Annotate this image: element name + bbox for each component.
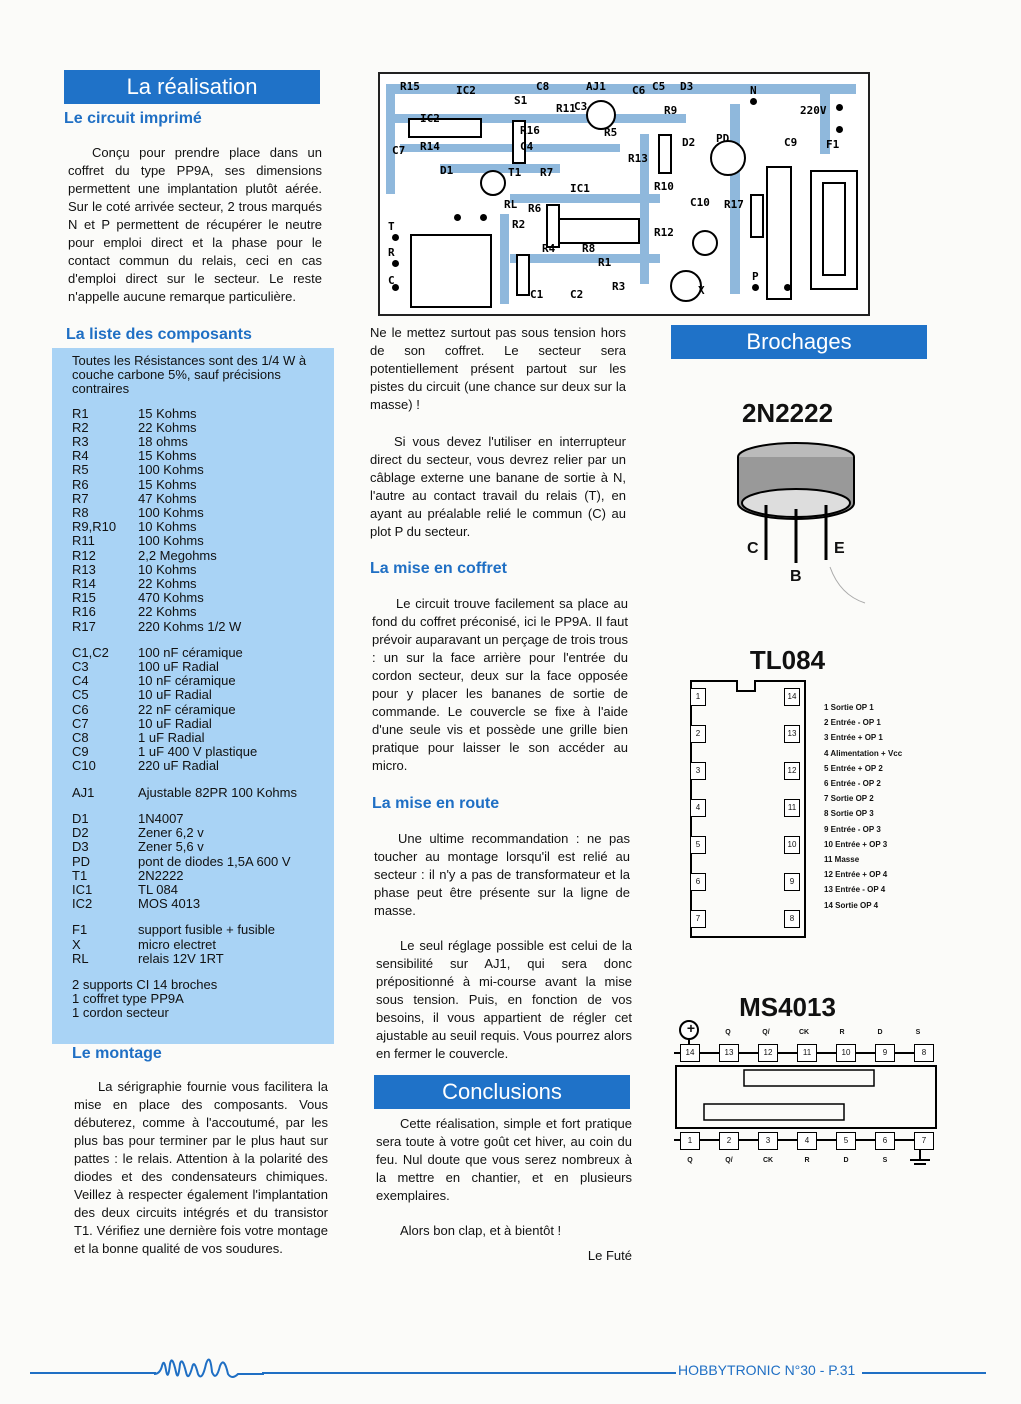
title-2n2222: 2N2222 — [741, 398, 834, 428]
component-value: 10 Kohms — [138, 561, 197, 577]
component-list — [52, 348, 334, 1044]
pcb-label: R16 — [520, 124, 540, 137]
component-ref: C4 — [72, 673, 89, 689]
component-value: 100 Kohms — [138, 505, 204, 521]
component-ref: D1 — [72, 810, 89, 826]
tl084-pin: 7 — [690, 910, 706, 928]
pcb-label: R3 — [612, 280, 626, 293]
pcb-label: R — [388, 246, 395, 259]
component-ref: IC1 — [72, 881, 93, 897]
text-interrupteur: Si vous devez l'utiliser en interrupteur direct du secteur, vous devrez relier par un câblage externe une banane de sortie à N, l'autre au contact travail du relais (T), en ayant au préalable relié le commun (C) au plot P du secteur. — [370, 434, 626, 539]
component-ref: C8 — [72, 730, 89, 746]
tl084-pin-desc: 14 Sortie OP 4 — [824, 900, 879, 910]
pcb-label: R9 — [664, 104, 678, 117]
component-row — [72, 826, 322, 840]
heading-mise-en-coffret: La mise en coffret — [370, 560, 507, 577]
component-ref: R12 — [72, 547, 96, 563]
component-ref: R13 — [72, 561, 96, 577]
ms4013-top-signal: CK — [798, 1029, 810, 1036]
component-ref: C7 — [72, 715, 89, 731]
component-ref: IC2 — [72, 896, 93, 912]
tl084-pin: 9 — [784, 873, 800, 891]
pcb-label: C — [388, 274, 395, 287]
component-ref: R6 — [72, 476, 89, 492]
ms4013-pin: 14 — [680, 1044, 700, 1062]
component-value: relais 12V 1RT — [138, 950, 224, 966]
component-value: 100 Kohms — [138, 533, 204, 549]
section-banner-conclusions: Conclusions — [374, 1075, 630, 1109]
component-value: 470 Kohms — [138, 590, 204, 606]
tl084-pin: 11 — [784, 799, 800, 817]
component-ref: C5 — [72, 687, 89, 703]
ms4013-bottom-signal: S — [882, 1157, 888, 1164]
pcb-label: T — [388, 220, 395, 233]
tl084-pin-desc: 8 Sortie OP 3 — [824, 809, 874, 819]
section-banner-realisation: La réalisation — [64, 70, 320, 104]
component-ref: C6 — [72, 701, 89, 717]
component-row — [72, 620, 322, 634]
pcb-label: P — [752, 270, 759, 283]
pcb-label: D3 — [680, 80, 694, 93]
component-value: TL 084 — [138, 881, 178, 897]
component-value: 100 nF céramique — [138, 644, 243, 660]
component-ref: R14 — [72, 576, 96, 592]
tl084-pin-desc: 6 Entrée - OP 2 — [824, 779, 881, 789]
component-ref: R2 — [72, 419, 89, 435]
tl084-pin-desc: 12 Entrée + OP 4 — [824, 870, 888, 880]
ms4013-pin: 7 — [914, 1132, 934, 1150]
pcb-label: C9 — [784, 136, 798, 149]
component-row — [72, 449, 322, 463]
component-ref: C10 — [72, 758, 96, 774]
component-row — [72, 883, 322, 897]
text-mise-en-route-2: Le seul réglage possible est celui de la sensibilité sur AJ1, qui sera donc prépositionné à mi-course avant la mise sous tension. Puis, en fonction de vos besoins, il vous appartient de régler cet ajustable au seuil requis. Vous pourrez alors en fermer le couvercle. — [376, 938, 632, 1061]
component-value: 10 nF céramique — [138, 673, 236, 689]
component-value: 100 Kohms — [138, 462, 204, 478]
component-value: MOS 4013 — [138, 896, 201, 912]
pcb-label: F1 — [826, 138, 840, 151]
component-ref: C3 — [72, 659, 89, 675]
tl084-pin: 14 — [784, 688, 800, 706]
pcb-label: C8 — [536, 80, 550, 93]
component-value: 10 uF Radial — [138, 715, 212, 731]
component-ref: PD — [72, 853, 91, 869]
component-row — [72, 703, 322, 717]
pin-c-label: C — [747, 540, 759, 557]
pcb-label: C7 — [392, 144, 406, 157]
tl084-pin-desc: 2 Entrée - OP 1 — [824, 718, 881, 728]
author: Le Futé — [587, 1248, 632, 1263]
component-list-intro: Toutes les Résistances sont des 1/4 W à couche carbone 5%, sauf précisions contraires — [72, 353, 307, 397]
tl084-pin: 5 — [690, 836, 706, 854]
component-row — [72, 840, 322, 854]
title-tl084: TL084 — [749, 645, 826, 675]
component-row — [72, 646, 322, 660]
component-row — [72, 549, 322, 563]
component-ref: R16 — [72, 604, 96, 620]
component-row — [72, 745, 322, 759]
ms4013-bottom-signal: R — [804, 1157, 810, 1164]
component-row — [72, 407, 322, 421]
component-ref: T1 — [72, 867, 88, 883]
page-footer — [0, 1362, 1021, 1382]
waveform-icon — [154, 1352, 264, 1388]
ms4013-pin: 4 — [797, 1132, 817, 1150]
pcb-label: R2 — [512, 218, 526, 231]
component-row — [72, 478, 322, 492]
component-row — [72, 688, 322, 702]
component-ref: R5 — [72, 462, 89, 478]
pin-b-label: B — [790, 568, 802, 585]
tl084-pin: 1 — [690, 688, 706, 706]
component-value: 220 Kohms 1/2 W — [138, 618, 242, 634]
component-row — [72, 786, 322, 800]
tl084-pin: 12 — [784, 762, 800, 780]
component-ref: R11 — [72, 533, 95, 549]
component-value: 15 Kohms — [138, 405, 197, 421]
ms4013-pin: 6 — [875, 1132, 895, 1150]
tl084-pin: 6 — [690, 873, 706, 891]
tl084-pin: 4 — [690, 799, 706, 817]
component-row — [72, 520, 322, 534]
pcb-label: R15 — [400, 80, 420, 93]
heading-mise-en-route: La mise en route — [372, 795, 500, 812]
component-value: 22 Kohms — [138, 419, 197, 435]
ms4013-top-signal: D — [877, 1029, 883, 1036]
component-ref: R15 — [72, 590, 96, 606]
pcb-label: C1 — [530, 288, 544, 301]
pcb-label: R10 — [654, 180, 674, 193]
component-value: 1N4007 — [138, 810, 184, 826]
tl084-pin: 13 — [784, 725, 800, 743]
transistor-2n2222-drawing — [720, 435, 880, 615]
ms4013-top-signal: R — [839, 1029, 845, 1036]
component-row — [72, 731, 322, 745]
pcb-label: S1 — [514, 94, 528, 107]
pcb-label: IC2 — [420, 112, 440, 125]
ms4013-top-signal: Q/ — [762, 1029, 770, 1036]
component-row — [72, 660, 322, 674]
component-ref: R3 — [72, 434, 89, 450]
ms4013-top-signal: Q — [725, 1029, 731, 1036]
component-row — [72, 534, 322, 548]
pcb-label: R17 — [724, 198, 744, 211]
pcb-label: R1 — [598, 256, 612, 269]
heading-montage: Le montage — [72, 1045, 162, 1062]
tl084-pin-desc: 1 Sortie OP 1 — [824, 703, 874, 712]
component-value: 2,2 Megohms — [138, 547, 217, 563]
component-row — [72, 812, 322, 826]
pcb-label: AJ1 — [586, 80, 606, 93]
component-value: 15 Kohms — [138, 448, 197, 464]
component-row — [72, 435, 322, 449]
component-row — [72, 674, 322, 688]
pcb-label: N — [750, 84, 757, 97]
ms4013-top-signal: S — [915, 1029, 921, 1036]
ms4013-bottom-signal: Q/ — [725, 1157, 733, 1164]
pcb-label: R5 — [604, 126, 618, 139]
text-conclusions: Cette réalisation, simple et fort pratique sera toute à votre goût cet hiver, au coin du feu. Nul doute que vous serez nombreux à la mettre en chantier, et en plusieurs exemplaires. — [376, 1116, 632, 1203]
component-row — [72, 492, 322, 506]
component-ref: R7 — [72, 490, 89, 506]
ms4013-pin: 8 — [914, 1044, 934, 1062]
ms4013-bottom-signal: D — [843, 1157, 849, 1164]
tl084-pin-list — [824, 700, 902, 913]
component-value: Zener 6,2 v — [138, 825, 204, 841]
vcc-plus-symbol: + — [686, 1020, 696, 1036]
pcb-layout-diagram — [378, 72, 870, 316]
pcb-label: R4 — [542, 242, 556, 255]
tl084-pin-desc: 7 Sortie OP 2 — [824, 794, 874, 804]
component-row — [72, 897, 322, 911]
pcb-label: R13 — [628, 152, 648, 165]
pcb-label: R12 — [654, 226, 674, 239]
extra-item: 1 cordon secteur — [72, 1005, 169, 1021]
pcb-label: C3 — [574, 100, 588, 113]
ms4013-pin: 12 — [758, 1044, 778, 1062]
component-value: 15 Kohms — [138, 476, 197, 492]
ms4013-pin: 3 — [758, 1132, 778, 1150]
pcb-label: C2 — [570, 288, 584, 301]
component-row — [72, 605, 322, 619]
text-mise-en-coffret: Le circuit trouve facilement sa place au fond du coffret préconisé, ici le PP9A. Il faut prévoir auparavant un perçage de trois trous : un sur la face arrière pour l'entrée du cordon secteur, deux sur la face opposée pour y placer les bananes de sortie de commande. Le couvercle se fixe à l'aide d'une seule vis et possède une grille bien pratique pour laisser le son accéder au micro. — [372, 596, 628, 773]
component-value: 1 uF Radial — [138, 730, 205, 746]
footer-page-number: HOBBYTRONIC N°30 - P.31 — [678, 1362, 856, 1378]
pcb-label: C5 — [652, 80, 666, 93]
text-signoff: Alors bon clap, et à bientôt ! — [400, 1223, 562, 1238]
pcb-label: C6 — [632, 84, 646, 97]
tl084-pin-desc: 5 Entrée + OP 2 — [824, 763, 883, 773]
ms4013-pin: 10 — [836, 1044, 856, 1062]
component-value: 22 Kohms — [138, 576, 197, 592]
text-circuit-imprime: Conçu pour prendre place dans un coffret du type PP9A, ses dimensions permettent une implantation plutôt aérée. Sur le coté arrivée secteur, 2 trous marqués N et P permettent de récupérer le neutre pour emploi direct et la phase pour le contact commun du relais, ceci en cas d'emploi direct sur le secteur. Le reste n'appelle aucune remarque particulière. — [68, 145, 322, 304]
pcb-label: X — [698, 284, 705, 297]
component-value: 47 Kohms — [138, 490, 197, 506]
pcb-label: T1 — [508, 166, 522, 179]
component-row — [72, 938, 322, 952]
pcb-label: D2 — [682, 136, 696, 149]
component-value: 10 Kohms — [138, 519, 197, 535]
pin-e-label: E — [834, 540, 845, 557]
tl084-pin-desc: 3 Entrée + OP 1 — [824, 733, 883, 743]
pcb-label: R7 — [540, 166, 554, 179]
ms4013-pin: 13 — [719, 1044, 739, 1062]
ms4013-pin: 9 — [875, 1044, 895, 1062]
pcb-label: C4 — [520, 140, 534, 153]
ms4013-pin: 11 — [797, 1044, 817, 1062]
heading-circuit-imprime: Le circuit imprimé — [64, 110, 202, 127]
pcb-label: PD — [716, 132, 730, 145]
pcb-label: R8 — [582, 242, 596, 255]
component-ref: R9,R10 — [72, 519, 117, 535]
pcb-label: R14 — [420, 140, 440, 153]
component-value: Zener 5,6 v — [138, 839, 204, 855]
component-value: 18 ohms — [138, 434, 188, 450]
pcb-label: R6 — [528, 202, 542, 215]
tl084-package — [690, 680, 806, 938]
component-value: Ajustable 82PR 100 Kohms — [138, 784, 297, 800]
component-ref: C1,C2 — [72, 644, 109, 660]
component-value: 2N2222 — [138, 867, 184, 883]
tl084-pin-desc: 11 Masse — [824, 855, 860, 865]
component-row — [72, 591, 322, 605]
component-ref: R17 — [72, 618, 96, 634]
text-montage: La sérigraphie fournie vous facilitera la mise en place des composants. Vous débuterez, comme à l'accoutumé, par les plus bas pour terminer par le plus haut sur pattes : le relais. Attention à la polarité des diodes et des condensateurs chimiques. Veillez à respecter également l'implantation des deux circuits intégrés et du transistor T1. Vérifiez une dernière fois votre montage et la bonne qualité de vos soudures. — [74, 1079, 328, 1256]
component-value: micro electret — [138, 936, 217, 952]
heading-liste-composants: La liste des composants — [66, 326, 252, 343]
pcb-label: R11 — [556, 102, 576, 115]
pcb-label: IC1 — [570, 182, 590, 195]
component-ref: R8 — [72, 505, 89, 521]
tl084-pin: 8 — [784, 910, 800, 928]
tl084-pin-desc: 10 Entrée + OP 3 — [824, 839, 888, 849]
ms4013-pin: 5 — [836, 1132, 856, 1150]
component-ref: AJ1 — [72, 784, 95, 800]
component-ref: R1 — [72, 405, 89, 421]
component-row — [72, 759, 322, 773]
component-value: support fusible + fusible — [138, 922, 275, 938]
text-mise-en-route-1: Une ultime recommandation : ne pas toucher au montage lorsqu'il est relié au secteur : il n'y a pas de transformateur et la phase peut être présente sur la ligne de masse. — [374, 831, 630, 918]
ms4013-bottom-signal: CK — [762, 1157, 774, 1164]
component-row — [72, 421, 322, 435]
component-row — [72, 855, 322, 869]
component-row — [72, 869, 322, 883]
component-row — [72, 577, 322, 591]
component-ref: R4 — [72, 448, 89, 464]
component-row — [72, 923, 322, 937]
component-ref: F1 — [72, 922, 88, 938]
tl084-pin: 2 — [690, 725, 706, 743]
component-row — [72, 506, 322, 520]
component-value: 22 nF céramique — [138, 701, 236, 717]
pcb-label: D1 — [440, 164, 454, 177]
tl084-pin-desc: 13 Entrée - OP 4 — [824, 885, 886, 895]
component-value: 10 uF Radial — [138, 687, 212, 703]
tl084-pin: 10 — [784, 836, 800, 854]
component-row — [72, 952, 322, 966]
ms4013-pin: 2 — [719, 1132, 739, 1150]
ms4013-bottom-signal: Q — [687, 1157, 693, 1164]
component-ref: D2 — [72, 825, 89, 841]
component-value: 220 uF Radial — [138, 758, 219, 774]
component-ref: X — [72, 936, 81, 952]
pcb-label: C10 — [690, 196, 710, 209]
component-value: 22 Kohms — [138, 604, 197, 620]
tl084-pin: 3 — [690, 762, 706, 780]
pcb-label: RL — [504, 198, 518, 211]
component-value: 100 uF Radial — [138, 659, 219, 675]
tl084-pin-desc: 9 Entrée - OP 3 — [824, 824, 881, 834]
component-row — [72, 563, 322, 577]
pcb-label: IC2 — [456, 84, 476, 97]
ms4013-pin: 1 — [680, 1132, 700, 1150]
text-securite: Ne le mettez surtout pas sous tension hors de son coffret. Le secteur sera potentiellement présent partout sur les pistes du circuit (une chance sur deux sur la masse) ! — [370, 325, 626, 412]
extra-item: 1 coffret type PP9A — [72, 991, 184, 1007]
section-banner-brochages: Brochages — [671, 325, 927, 359]
pcb-label: 220V — [800, 104, 827, 117]
component-value: pont de diodes 1,5A 600 V — [138, 853, 291, 869]
component-row — [72, 463, 322, 477]
component-ref: RL — [72, 950, 89, 966]
extra-item: 2 supports CI 14 broches — [72, 976, 218, 992]
component-ref: D3 — [72, 839, 89, 855]
component-ref: C9 — [72, 744, 89, 760]
component-value: 1 uF 400 V plastique — [138, 744, 258, 760]
component-row — [72, 717, 322, 731]
title-ms4013: MS4013 — [739, 992, 836, 1022]
tl084-pin-desc: 4 Alimentation + Vcc — [824, 748, 903, 758]
